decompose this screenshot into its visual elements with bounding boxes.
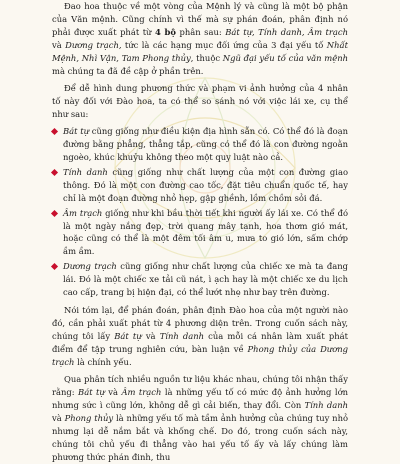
text-run: Âm trạch	[121, 387, 162, 398]
list-item	[52, 260, 348, 299]
text-run: cũng giống như chất lượng của một con đường giao thông. Đó là một con đường cao tốc, đặt tiêu chuẩn quốc tế, hay chỉ là một đoạn đường nhỏ hẹp, gập ghềnh, lồm chồm sỏi đá.	[63, 166, 348, 203]
text-run: Bát tự, Tính danh, Âm trạch	[225, 26, 348, 37]
paragraph-summary	[52, 304, 348, 369]
text-run: Bát tự	[78, 387, 105, 398]
text-run: cũng giống như điều kiện địa hình sẵn có. Có thể đó là đoạn đường bằng phẳng, thẳng tắp, cũng có thể đó là con đường ngoằn ngoèo, khúc khuỷu không theo một quy luật nào cả.	[63, 126, 349, 162]
text-run: và	[104, 387, 122, 398]
comparison-list	[52, 125, 348, 299]
text-run: Bát tự	[114, 330, 142, 341]
text-run: Nói tóm lại, để phán đoán, phân định Đào hoa của một người nào đó, cần phải xuất phát từ 4 phương diện trên. Trong cuốn sách này, chúng tôi lấy	[52, 304, 348, 341]
text-run: , thuộc	[190, 52, 223, 63]
text-run: Âm trạch	[63, 207, 103, 218]
text-run: là những yếu tố mà tầm ảnh hưởng của chúng tuy nhỏ nhưng lại dễ nắm bắt và khống chế. Do đó, trong cuốn sách này, chúng tôi chủ yếu đi thẳng vào hai yếu tố ấy và lấy chúng làm phương thức phán đinh, thu	[52, 413, 349, 462]
text-run: Để dễ hình dung phương thức và phạm vi ảnh hưởng của 4 nhân tố này đối với Đào hoa, ta có thể so sánh nó với việc lái xe, cụ thể như sau:	[52, 83, 348, 120]
text-run: Dương trạch,	[65, 39, 122, 50]
text-run: giống như khi bầu thời tiết khi người ấy lái xe. Có thể đó là một ngày nắng đẹp, trời quang mây tạnh, hoa thơm gió mát, hoặc cũng có thể là một đêm tối âm u, mưa to gió lớn, sấm chớp ầm ầm.	[63, 207, 348, 257]
text-run: và	[52, 413, 65, 424]
text-run: Qua phân tích nhiều nguồn tư liệu khác nhau, chúng tôi nhận thấy rằng:	[52, 374, 348, 398]
text-run: Tính danh	[304, 400, 348, 411]
text-run: Nhất Mệnh, Nhì Vận, Tam Phong thủy	[52, 39, 348, 63]
text-run: phân sau:	[176, 26, 226, 37]
list-item	[52, 125, 348, 164]
text-run: Bát tự	[63, 126, 90, 137]
text-run: Tính danh	[159, 330, 205, 341]
text-run: của mỗi cá nhân làm xuất phát điểm để tập trung nghiên cứu, bàn luận về	[52, 330, 348, 354]
document-page	[52, 0, 348, 464]
text-run: và	[52, 39, 66, 50]
text-run: Dương trạch	[63, 261, 117, 272]
text-run: Tính danh	[63, 166, 108, 177]
text-run: 4 bộ	[154, 26, 177, 37]
paragraph-analysis	[52, 373, 348, 463]
list-item	[52, 166, 348, 205]
diamond-bullet-icon	[51, 128, 58, 135]
diamond-bullet-icon	[51, 263, 58, 270]
text-run: mà chúng ta đã đề cập ở phần trên.	[52, 65, 204, 76]
text-run: Ngũ đại yếu tố của văn mệnh	[222, 52, 348, 63]
diamond-bullet-icon	[51, 169, 58, 176]
list-item	[52, 207, 348, 259]
diamond-bullet-icon	[51, 210, 58, 217]
text-run: Phong thủy của Dương trạch	[52, 343, 348, 367]
paragraph-comparison	[52, 82, 348, 121]
text-run: cũng giống như chất lượng của chiếc xe mà ta đang lái. Đó là một chiếc xe tải cũ nát, ì ạch hay là một chiếc xe du lịch cao cấp, trang bị hiện đại, có thể lướt nhẹ như bay trên đường.	[63, 261, 348, 298]
text-run: là chính yếu.	[74, 356, 132, 367]
text-run: Đao hoa thuộc về một vòng của Mệnh lý và cũng là một bộ phận của Văn mệnh. Cũng chính vì thế mà sự phán đoán, phân định nó phải được xuất phát từ	[52, 1, 348, 37]
text-run: là những yếu tố có mức độ ảnh hưởng lớn nhưng sức ì cũng lớn, không dễ gì cải biến, thay đổi. Còn	[52, 387, 348, 411]
paragraph-intro	[52, 0, 348, 77]
text-run: và	[141, 330, 160, 341]
text-run: Phong thủy	[64, 413, 114, 424]
text-run: tức là các hạng mục đối ứng của 3 đại yếu tố	[121, 39, 327, 50]
